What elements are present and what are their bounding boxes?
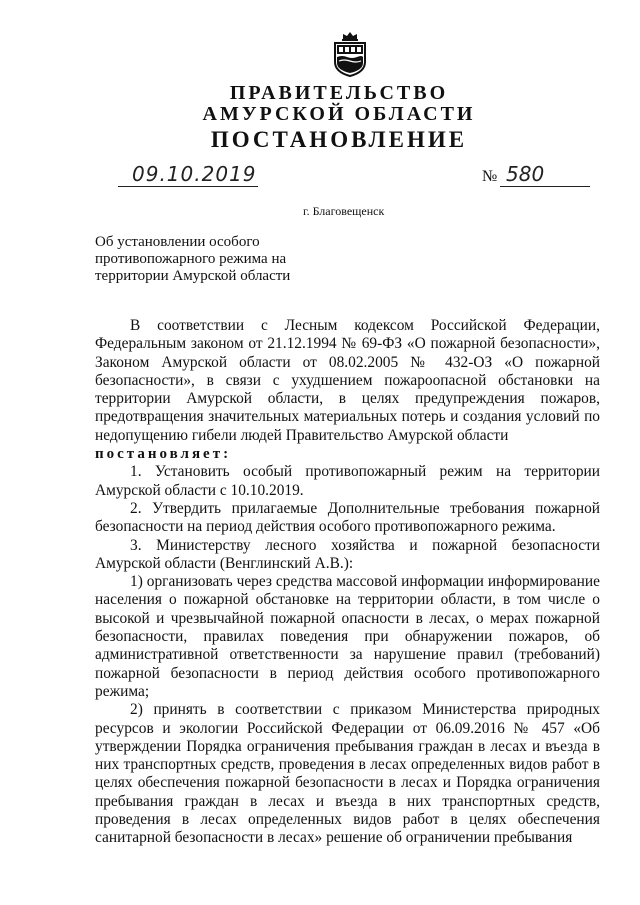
item-1-paragraph: 1. Установить особый противопожарный режим на территории Амурской области с 10.10.2019.: [95, 463, 600, 499]
government-title-line2: АМУРСКОЙ ОБЛАСТИ: [202, 103, 476, 125]
date-underline: [118, 186, 258, 187]
item-3-paragraph: 3. Министерству лесного хозяйства и пожарной безопасности Амурской области (Венглинский А.В.):: [95, 536, 600, 572]
subject-line-2: противопожарного режима на: [95, 251, 287, 267]
document-type-title: ПОСТАНОВЛЕНИЕ: [210, 127, 468, 152]
document-subject: [95, 234, 325, 285]
government-title-line1: ПРАВИТЕЛЬСТВО: [229, 82, 449, 104]
number-label: №: [482, 168, 498, 185]
number-underline: [500, 186, 590, 187]
item-3-1-paragraph: 1) организовать через средства массовой информации информирование населения о пожарной обстановке на территории области, в том числе о высокой и чрезвычайной пожарной опасности в лесах, о мерах пожарной безопасности, правилах поведения при обнаружении пожаров, об административной ответственности за нарушение правил (требований) пожарной безопасности в период действия особого противопожарного режима;: [95, 573, 600, 700]
coat-of-arms-emblem: [330, 30, 370, 78]
decree-word: постановляет:: [95, 446, 232, 463]
preamble-paragraph: В соответствии с Лесным кодексом Российской Федерации, Федеральным законом от 21.12.1994 № 69-ФЗ «О пожарной безопасности», Законом Амурской области от 08.02.2005 № 432-ОЗ «О пожарной безопасности», в связи с ухудшением пожароопасной обстановки на территории Амурской области, в целях предупреждения пожаров, предотвращения значительных материальных потерь и создания условий по недопущению гибели людей Правительство Амурской области: [95, 317, 600, 444]
handwritten-number: 580: [506, 162, 545, 186]
subject-line-1: Об установлении особого: [95, 234, 260, 250]
number-field: [500, 164, 590, 190]
handwritten-date: 09.10.2019: [132, 162, 257, 186]
item-3-2-paragraph: 2) принять в соответствии с приказом Министерства природных ресурсов и экологии Российской Федерации от 06.09.2016 № 457 «Об утверждении Порядка ограничения пребывания граждан в лесах и въезда в них транспортных средств, проведения в лесах определенных видов работ в целях обеспечения пожарной безопасности в лесах и Порядка ограничения пребывания граждан в лесах и въезда в них транспортных средств, проведения в лесах определенных видов работ в целях обеспечения санитарной безопасности в лесах» решение об ограничении пребывания: [95, 701, 600, 847]
document-body: [95, 317, 600, 848]
date-field: [118, 164, 258, 190]
city-label: г. Благовещенск: [303, 204, 385, 218]
subject-line-3: территории Амурской области: [95, 268, 291, 284]
item-2-paragraph: 2. Утвердить прилагаемые Дополнительные требования пожарной безопасности на период действия особого противопожарного режима.: [95, 499, 600, 536]
